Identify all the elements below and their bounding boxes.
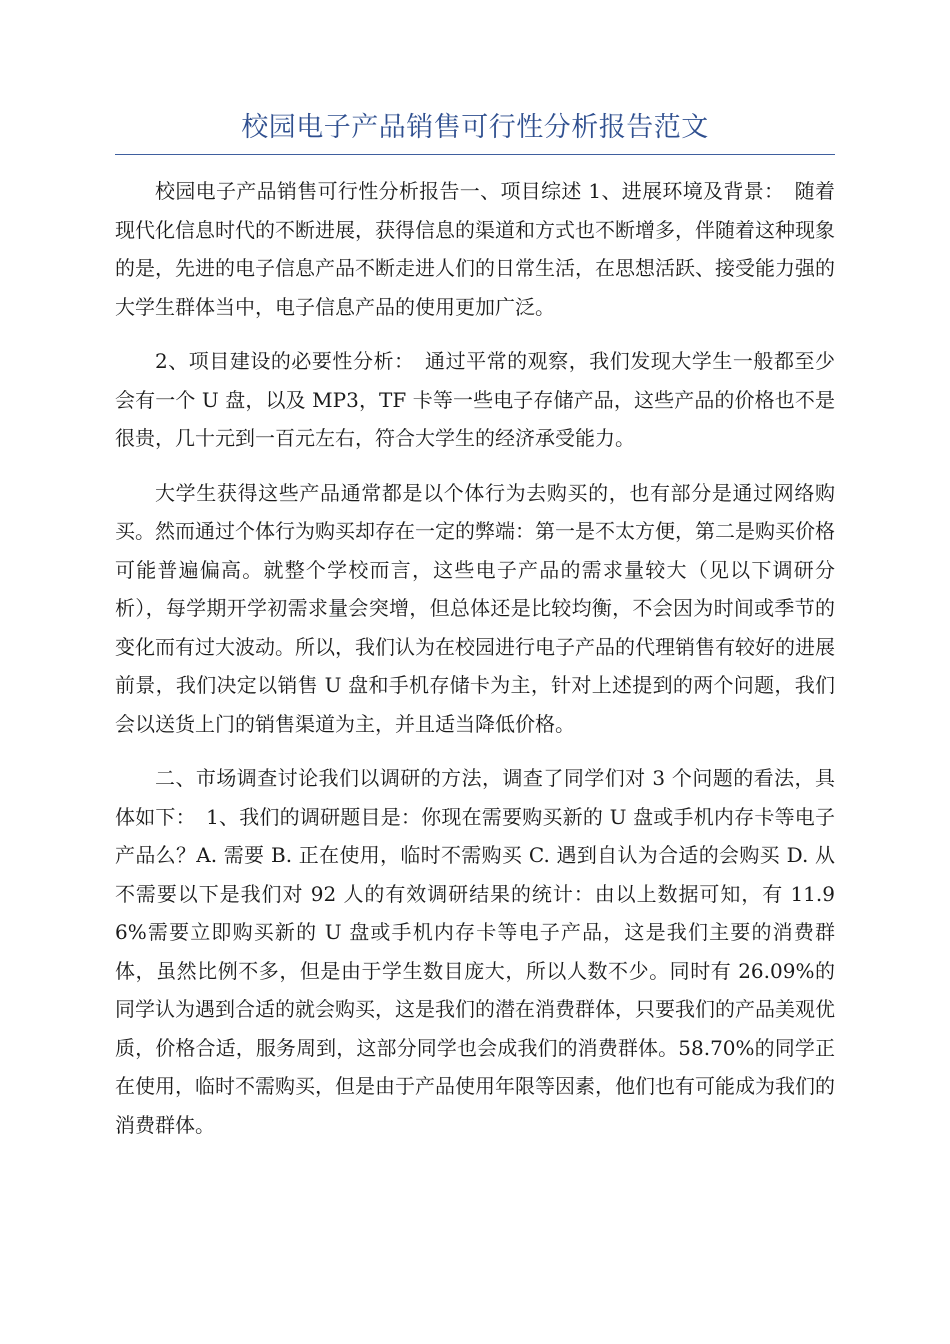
document-body — [115, 172, 835, 1160]
paragraph-market-survey: 二、市场调查讨论我们以调研的方法，调查了同学们对 3 个问题的看法，具体如下： 1、我们的调研题目是：你现在需要购买新的 U 盘或手机内存卡等电子产品么？A. 需要 B. 正在使用，临时不需购买 C. 遇到自认为合适的会购买 D. 从不需要以下是我们对 92 人的有效调研结果的统计：由以上数据可知，有 11.96%需要立即购买新的 U 盘或手机内存卡等电子产品，这是我们主要的消费群体，虽然比例不多，但是由于学生数目庞大，所以人数不少。同时有 26.09%的同学认为遇到合适的就会购买，这是我们的潜在消费群体，只要我们的产品美观优质，价格合适，服务周到，这部分同学也会成我们的消费群体。58.70%的同学正在使用，临时不需购买，但是由于产品使用年限等因素，他们也有可能成为我们的消费群体。 — [115, 766, 835, 1137]
paragraph-purchase-analysis: 大学生获得这些产品通常都是以个体行为去购买的，也有部分是通过网络购买。然而通过个体行为购买却存在一定的弊端：第一是不太方便，第二是购买价格可能普遍偏高。就整个学校而言，这些电子产品的需求量较大（见以下调研分析），每学期开学初需求量会突增，但总体还是比较均衡，不会因为时间或季节的变化而有过大波动。所以，我们认为在校园进行电子产品的代理销售有较好的进展前景，我们决定以销售 U 盘和手机存储卡为主，针对上述提到的两个问题，我们会以送货上门的销售渠道为主，并且适当降低价格。 — [115, 480, 835, 736]
document-title: 校园电子产品销售可行性分析报告范文 — [241, 112, 709, 143]
title-underline — [115, 154, 835, 155]
paragraph-background: 校园电子产品销售可行性分析报告一、项目综述 1、进展环境及背景： 随着现代化信息时代的不断进展，获得信息的渠道和方式也不断增多，伴随着这种现象的是，先进的电子信息产品不断走进人们的日常生活，在思想活跃、接受能力强的大学生群体当中，电子信息产品的使用更加广泛。 — [115, 179, 835, 319]
paragraph-necessity: 2、项目建设的必要性分析： 通过平常的观察，我们发现大学生一般都至少会有一个 U 盘，以及 MP3，TF 卡等一些电子存储产品，这些产品的价格也不是很贵，几十元到一百元左右，符合大学生的经济承受能力。 — [115, 349, 835, 450]
